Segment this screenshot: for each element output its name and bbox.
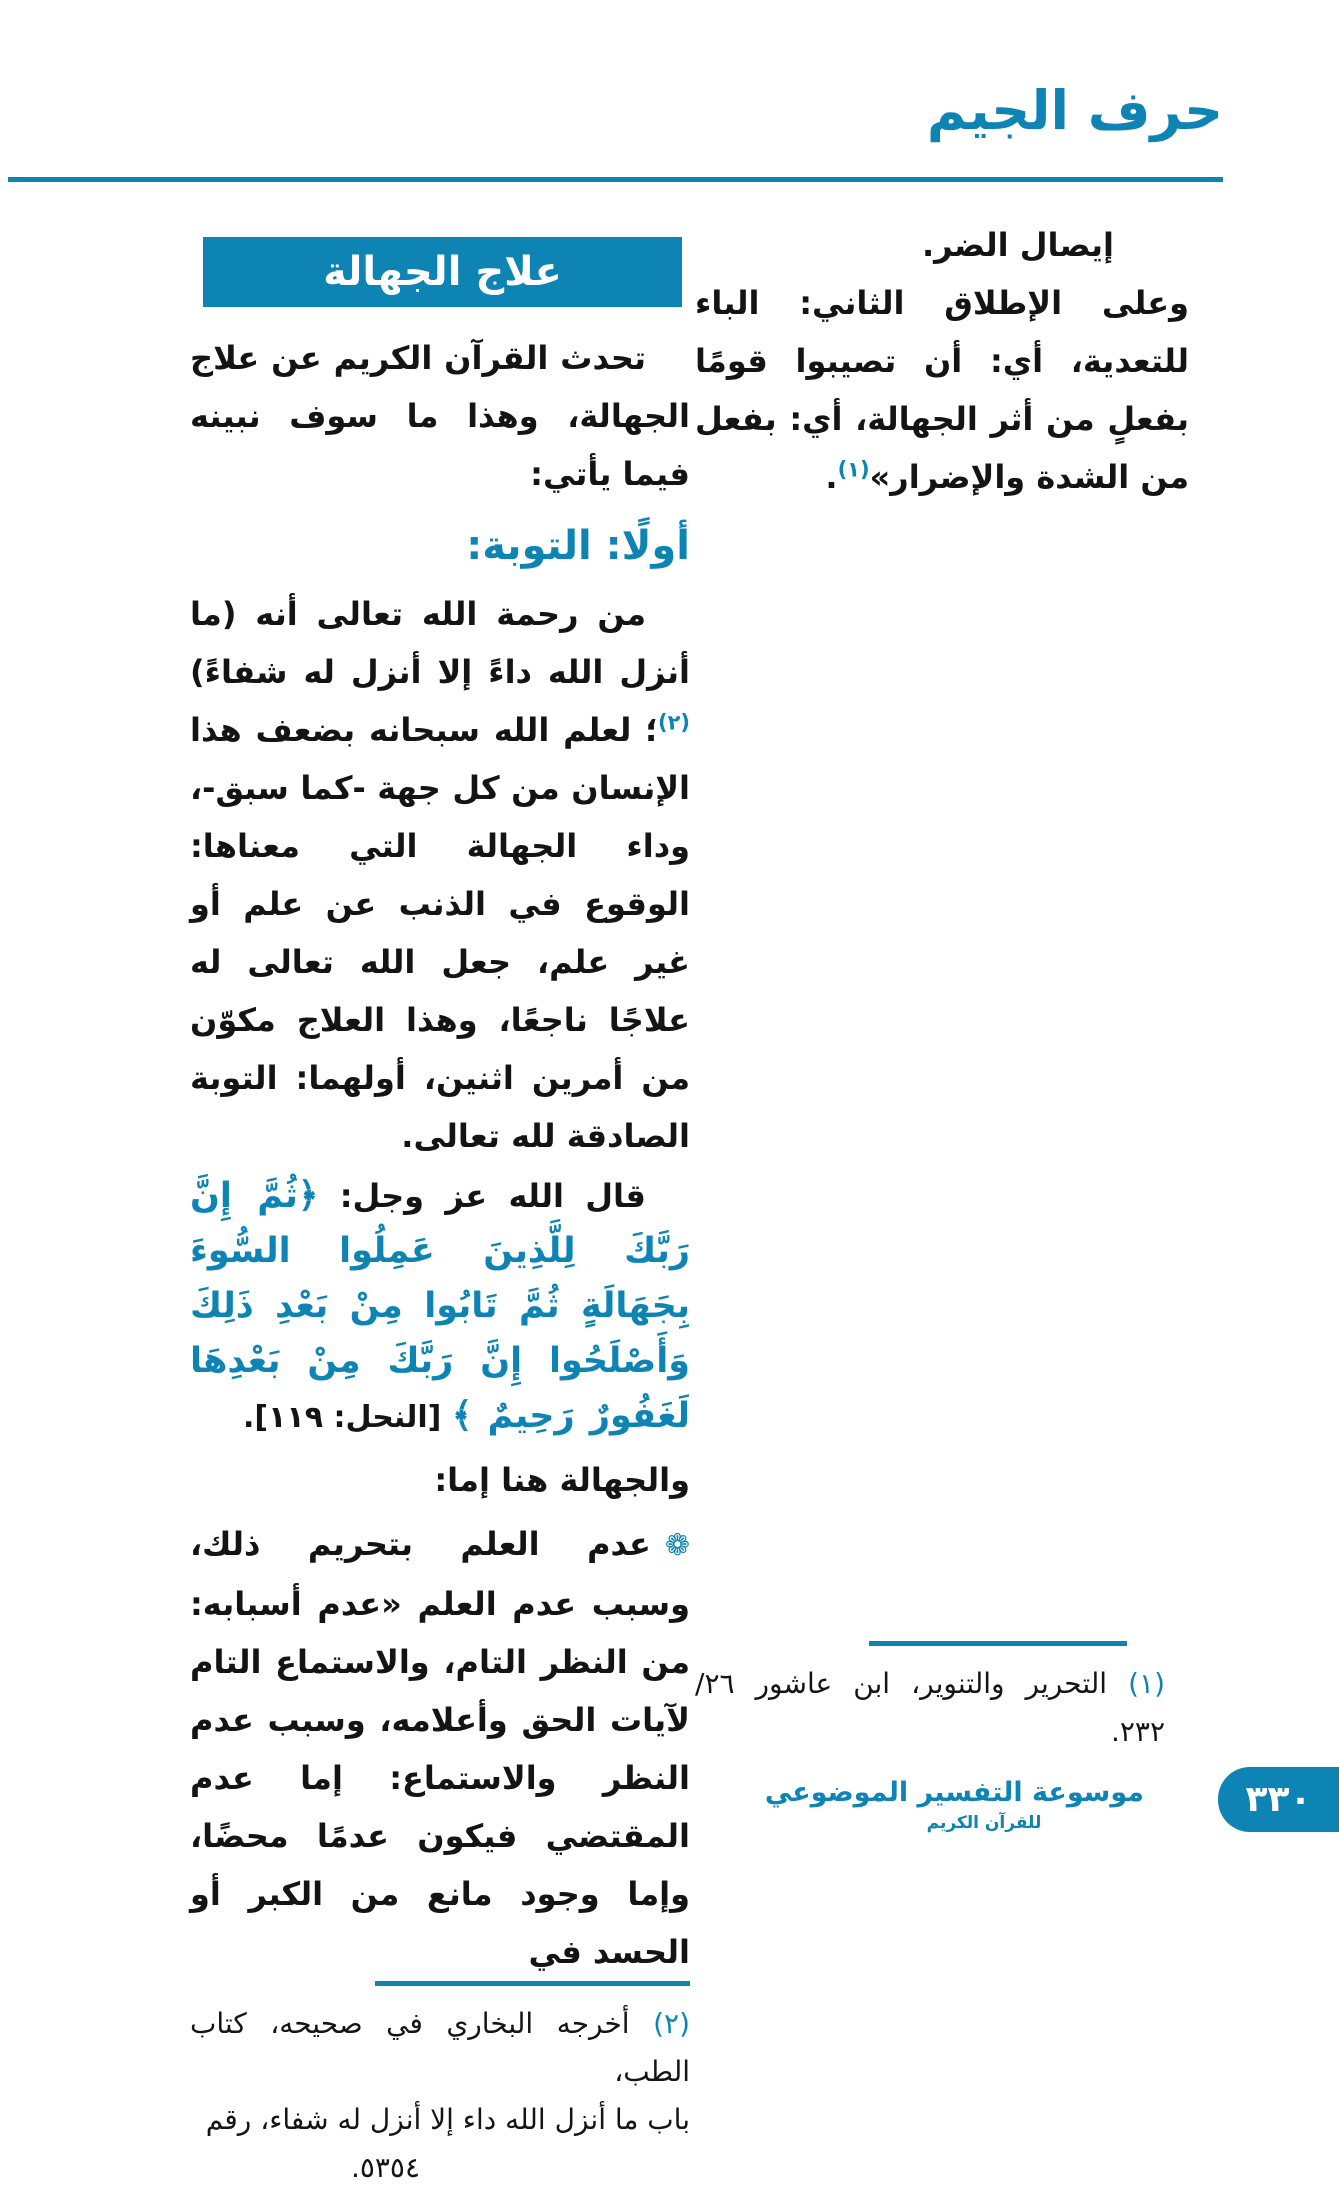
flower-bullet-icon: ❁ [664,1528,690,1563]
footnote-2-line2: باب ما أنزل الله داء إلا أنزل له شفاء، رقم [205,2103,690,2136]
paragraph-second-meaning [695,274,1189,506]
footnote-1 [695,1660,1189,1756]
chapter-title-calligraphy: حرف الجيم [926,79,1223,142]
paragraph-continuation: إيصال الضر. [921,226,1114,264]
intro-paragraph: تحدث القرآن الكريم عن علاج الجهالة، وهذا ما سوف نبينه فيما يأتي: [190,339,690,493]
bullet-paragraph [190,1515,690,1981]
section-title-box: علاج الجهالة [203,237,682,307]
page-number-badge: ٣٣٠ [1218,1767,1339,1832]
sentence-end: . [825,458,838,496]
footnote-block-right [695,1641,1189,1756]
column-right [695,216,1189,1756]
paragraph-text: وعلى الإطلاق الثاني: الباء للتعدية، أي: أن تصيبوا قومًا بفعلٍ من أثر الجهالة، أي: بفعل من الشدة والإضرار» [695,284,1189,496]
verse-citation: [النحل: ١١٩]. [242,1400,452,1435]
footnote-separator [375,1981,690,1986]
footnote-marker: (٢) [653,2007,690,2040]
hadith-text: من رحمة الله تعالى أنه (ما أنزل الله داءً إلا أنزل له شفاءً) [190,595,690,691]
paragraph-mercy [190,585,690,1165]
paragraph-ignorance-here: والجهالة هنا إما: [434,1461,690,1499]
encyclopedia-logo [764,1776,1144,1834]
footnote-2-line3: ٥٣٥٤. [350,2151,420,2184]
footnote-2-line1 [190,2000,690,2096]
footnote-separator [869,1641,1127,1646]
footnote-text: التحرير والتنوير، ابن عاشور ٢٦/ ٢٣٢. [695,1667,1165,1748]
footnote-marker: (١) [1128,1667,1165,1700]
bullet-text: عدم العلم بتحريم ذلك، وسبب عدم العلم «عدم أسبابه: من النظر التام، والاستماع التام لآيات الحق وأعلامه، وسبب عدم النظر والاستماع: إما عدم المقتضي فيكون عدمًا محضًا، وإما وجود مانع من الكبر أو الحسد في [190,1525,690,1971]
column-left [190,237,690,2184]
subheading-first-repentance: أولًا: التوبة: [466,523,690,569]
quran-verse-paragraph [190,1169,690,1445]
header-rule [8,177,1223,182]
logo-title: موسوعة التفسير الموضوعي [764,1777,1144,1808]
footnote-block-left [190,1981,690,2192]
footnote-ref-2: (٢) [657,710,690,735]
paragraph-text: ؛ لعلم الله سبحانه بضعف هذا الإنسان من كل جهة -كما سبق-، وداء الجهالة التي معناها: الوقوع في الذنب عن علم أو غير علم، جعل الله تعالى له علاجًا ناجعًا، وهذا العلاج مكوّن من أمرين اثنين، أولهما: التوبة الصادقة لله تعالى. [190,711,690,1155]
verse-intro: قال الله عز وجل: [318,1177,646,1215]
logo-subtitle: للقرآن الكريم [926,1813,1042,1833]
quran-verse: ﴿ثُمَّ إِنَّ رَبَّكَ لِلَّذِينَ عَمِلُوا السُّوءَ بِجَهَالَةٍ ثُمَّ تَابُوا مِنْ بَعْدِ ذَلِكَ وَأَصْلَحُوا إِنَّ رَبَّكَ مِنْ بَعْدِهَا لَغَفُورٌ رَحِيمٌ ﴾ [190,1176,690,1436]
footnote-text: أخرجه البخاري في صحيحه، كتاب الطب، [190,2007,690,2088]
footnote-ref-1: (١) [837,457,870,482]
